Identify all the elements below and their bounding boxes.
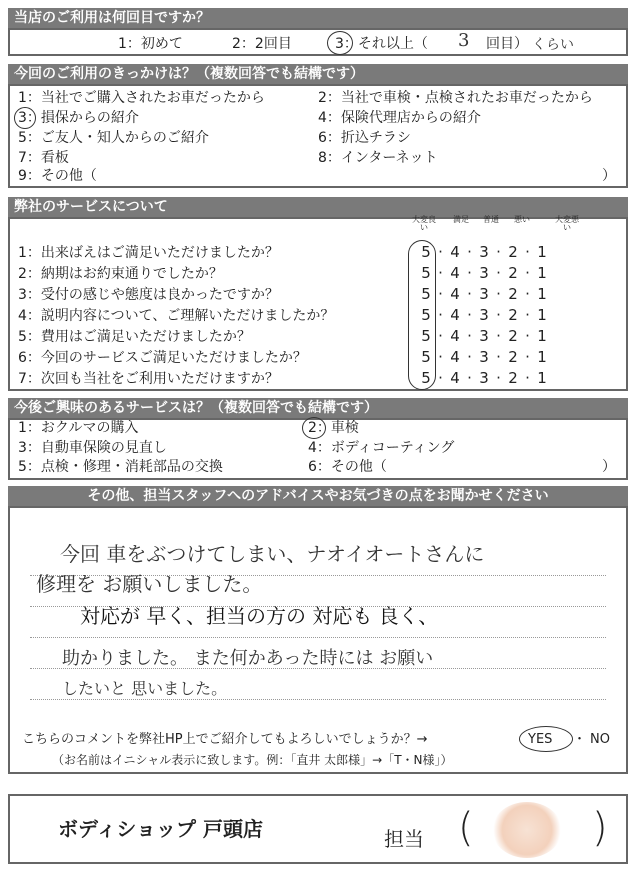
q3-rating-separator: · — [525, 348, 530, 366]
q3-rating-option[interactable]: 5 — [421, 369, 431, 387]
q3-rating-scale — [418, 264, 550, 282]
q3-header-1: 大変悪い — [555, 215, 579, 232]
q3-rating-separator: · — [525, 369, 530, 387]
q4-option-6-close: ） — [602, 459, 616, 475]
q3-rating-scale — [418, 327, 550, 345]
q3-rating-option[interactable]: 5 — [421, 264, 431, 282]
q3-rating-option[interactable]: 1 — [537, 348, 547, 366]
q3-rating-separator: · — [467, 243, 472, 261]
q3-rating-separator: · — [467, 369, 472, 387]
q3-rating-option[interactable]: 4 — [450, 327, 460, 345]
q3-rating-separator: · — [438, 369, 443, 387]
q3-rating-separator: · — [438, 243, 443, 261]
q3-rating-option[interactable]: 5 — [421, 327, 431, 345]
q3-rating-option[interactable]: 4 — [450, 285, 460, 303]
q4-option-4[interactable]: 4：ボディコーティング — [308, 440, 455, 456]
q3-rating-option[interactable]: 4 — [450, 243, 460, 261]
q4-option-6[interactable]: 6：その他（ — [308, 459, 387, 475]
q1-option-2[interactable]: 2：2回目 — [232, 36, 292, 52]
q3-question: 1：出来ばえはご満足いただけましたか？ — [18, 245, 279, 261]
q3-rating-separator: · — [438, 348, 443, 366]
q1-count-handwritten: 3 — [458, 30, 470, 51]
comment-line-2: 修理を お願いしました。 — [36, 572, 263, 596]
q4-title: 今後ご興味のあるサービスは？（複数回答でも結構です） — [8, 398, 628, 418]
q4-option-2[interactable]: 2：車検 — [308, 420, 359, 436]
q3-rating-separator: · — [525, 306, 530, 324]
q3-rating-option[interactable]: 2 — [508, 264, 518, 282]
q3-rating-option[interactable]: 4 — [450, 264, 460, 282]
q1-title: 当店のご利用は何回目ですか？ — [8, 8, 628, 28]
q3-rating-separator: · — [496, 369, 501, 387]
q3-rating-separator: · — [525, 327, 530, 345]
comment-line-3: 対応が 早く、担当の方の 対応も 良く、 — [80, 604, 439, 628]
no-option[interactable]: NO — [590, 732, 610, 747]
q3-rating-separator: · — [467, 348, 472, 366]
q3-rating-option[interactable]: 3 — [479, 348, 489, 366]
q3-rating-option[interactable]: 2 — [508, 369, 518, 387]
q3-rating-option[interactable]: 1 — [537, 285, 547, 303]
q3-rating-separator: · — [467, 306, 472, 324]
q3-rating-separator: · — [438, 327, 443, 345]
q3-rating-option[interactable]: 5 — [421, 306, 431, 324]
q3-rating-separator: · — [525, 243, 530, 261]
q1-option-3[interactable]: 3：それ以上（ — [335, 36, 428, 52]
q2-option-1[interactable]: 1：当社でご購入されたお車だったから — [18, 90, 265, 106]
q3-header-5: 大変良い — [412, 215, 436, 232]
q3-rating-scale — [418, 285, 550, 303]
q3-rating-option[interactable]: 1 — [537, 264, 547, 282]
q3-rating-option[interactable]: 2 — [508, 348, 518, 366]
q2-option-2[interactable]: 2：当社で車検・点検されたお車だったから — [318, 90, 593, 106]
q3-rating-scale — [418, 369, 550, 387]
q4-option-3[interactable]: 3：自動車保険の見直し — [18, 440, 167, 456]
q1-option-1[interactable]: 1：初めて — [118, 36, 183, 52]
q3-question: 7：次回も当社をご利用いただけますか？ — [18, 371, 279, 387]
q3-rating-separator: · — [496, 264, 501, 282]
comment-line-4: 助かりました。 また何かあった時には お願い — [62, 648, 434, 669]
q3-rating-option[interactable]: 1 — [537, 243, 547, 261]
q3-rating-option[interactable]: 4 — [450, 348, 460, 366]
staff-label: 担当 — [384, 827, 424, 851]
rule-line — [30, 637, 606, 638]
q3-rating-option[interactable]: 1 — [537, 327, 547, 345]
q3-rating-separator: · — [496, 348, 501, 366]
comment-title: その他、担当スタッフへのアドバイスやお気づきの点をお聞かせください — [8, 486, 628, 506]
q3-header-3: 普通 — [483, 215, 499, 224]
q2-option-7[interactable]: 7：看板 — [18, 150, 69, 166]
q3-question: 4：説明内容について、ご理解いただけましたか？ — [18, 308, 335, 324]
q3-rating-separator: · — [467, 264, 472, 282]
q2-option-8[interactable]: 8：インターネット — [318, 150, 438, 166]
q3-rating-option[interactable]: 5 — [421, 285, 431, 303]
q1-note-handwritten: くらい — [532, 37, 574, 53]
q3-rating-scale — [418, 348, 550, 366]
q3-rating-option[interactable]: 3 — [479, 306, 489, 324]
q3-rating-option[interactable]: 3 — [479, 264, 489, 282]
q3-rating-option[interactable]: 5 — [421, 243, 431, 261]
staff-seal-stamp — [492, 802, 562, 858]
q3-rating-separator: · — [496, 285, 501, 303]
q3-rating-scale — [418, 243, 550, 261]
q3-rating-separator: · — [438, 306, 443, 324]
staff-paren-open: ( — [458, 805, 474, 851]
q4-option-1[interactable]: 1：おクルマの購入 — [18, 420, 139, 436]
q3-rating-separator: · — [496, 306, 501, 324]
q3-rating-separator: · — [496, 243, 501, 261]
q1-option-3-suffix: 回目） — [486, 36, 528, 52]
permission-question: こちらのコメントを弊社HP上でご紹介してもよろしいでしょうか？→ — [22, 732, 428, 747]
q3-rating-option[interactable]: 4 — [450, 306, 460, 324]
q3-rating-scale — [418, 306, 550, 324]
yes-option[interactable]: YES — [528, 732, 553, 747]
q4-option-5[interactable]: 5：点検・修理・消耗部品の交換 — [18, 459, 223, 475]
q3-rating-separator: · — [438, 264, 443, 282]
q3-rating-option[interactable]: 1 — [537, 306, 547, 324]
q3-rating-option[interactable]: 2 — [508, 243, 518, 261]
q3-header-4: 満足 — [453, 215, 469, 224]
q2-option-9[interactable]: 9：その他（ — [18, 168, 97, 184]
q3-rating-separator: · — [467, 285, 472, 303]
q3-rating-separator: · — [525, 264, 530, 282]
q2-option-4[interactable]: 4：保険代理店からの紹介 — [318, 110, 481, 126]
q2-option-9-close: ） — [602, 168, 616, 184]
q3-rating-option[interactable]: 3 — [479, 243, 489, 261]
q3-rating-separator: · — [438, 285, 443, 303]
q3-rating-option[interactable]: 3 — [479, 369, 489, 387]
shop-name: ボディショップ 戸頭店 — [58, 817, 263, 841]
q3-question: 6：今回のサービスご満足いただけましたか？ — [18, 350, 307, 366]
q3-rating-option[interactable]: 2 — [508, 285, 518, 303]
q3-rating-option[interactable]: 4 — [450, 369, 460, 387]
comment-line-1: 今回 車をぶつけてしまい、ナオイオートさんに — [60, 542, 485, 566]
q3-rating-option[interactable]: 5 — [421, 348, 431, 366]
q3-rating-separator: · — [467, 327, 472, 345]
q3-question: 2：納期はお約束通りでしたか？ — [18, 266, 223, 282]
q3-rating-option[interactable]: 2 — [508, 327, 518, 345]
q3-header-2: 悪い — [514, 215, 530, 224]
q2-option-5[interactable]: 5：ご友人・知人からのご紹介 — [18, 130, 209, 146]
q3-question: 5：費用はご満足いただけましたか？ — [18, 329, 251, 345]
q2-option-3[interactable]: 3：損保からの紹介 — [18, 110, 139, 126]
q3-rating-separator: · — [496, 327, 501, 345]
q3-rating-separator: · — [525, 285, 530, 303]
q3-rating-option[interactable]: 2 — [508, 306, 518, 324]
q3-rating-option[interactable]: 3 — [479, 285, 489, 303]
q2-option-6[interactable]: 6：折込チラシ — [318, 130, 411, 146]
q3-rating-option[interactable]: 1 — [537, 369, 547, 387]
yes-no-separator: ・ — [573, 732, 587, 747]
rule-line — [30, 699, 606, 700]
q3-question: 3：受付の感じや態度は良かったですか？ — [18, 287, 279, 303]
comment-line-5: したいと 思いました。 — [62, 679, 228, 698]
staff-paren-close: ) — [592, 805, 608, 851]
permission-note: （お名前はイニシャル表示に致します。例：「直井 太郎様」→「T・N様」） — [52, 753, 453, 767]
q3-title: 弊社のサービスについて — [8, 197, 628, 217]
q3-rating-option[interactable]: 3 — [479, 327, 489, 345]
q2-title: 今回のご利用のきっかけは？（複数回答でも結構です） — [8, 64, 628, 84]
